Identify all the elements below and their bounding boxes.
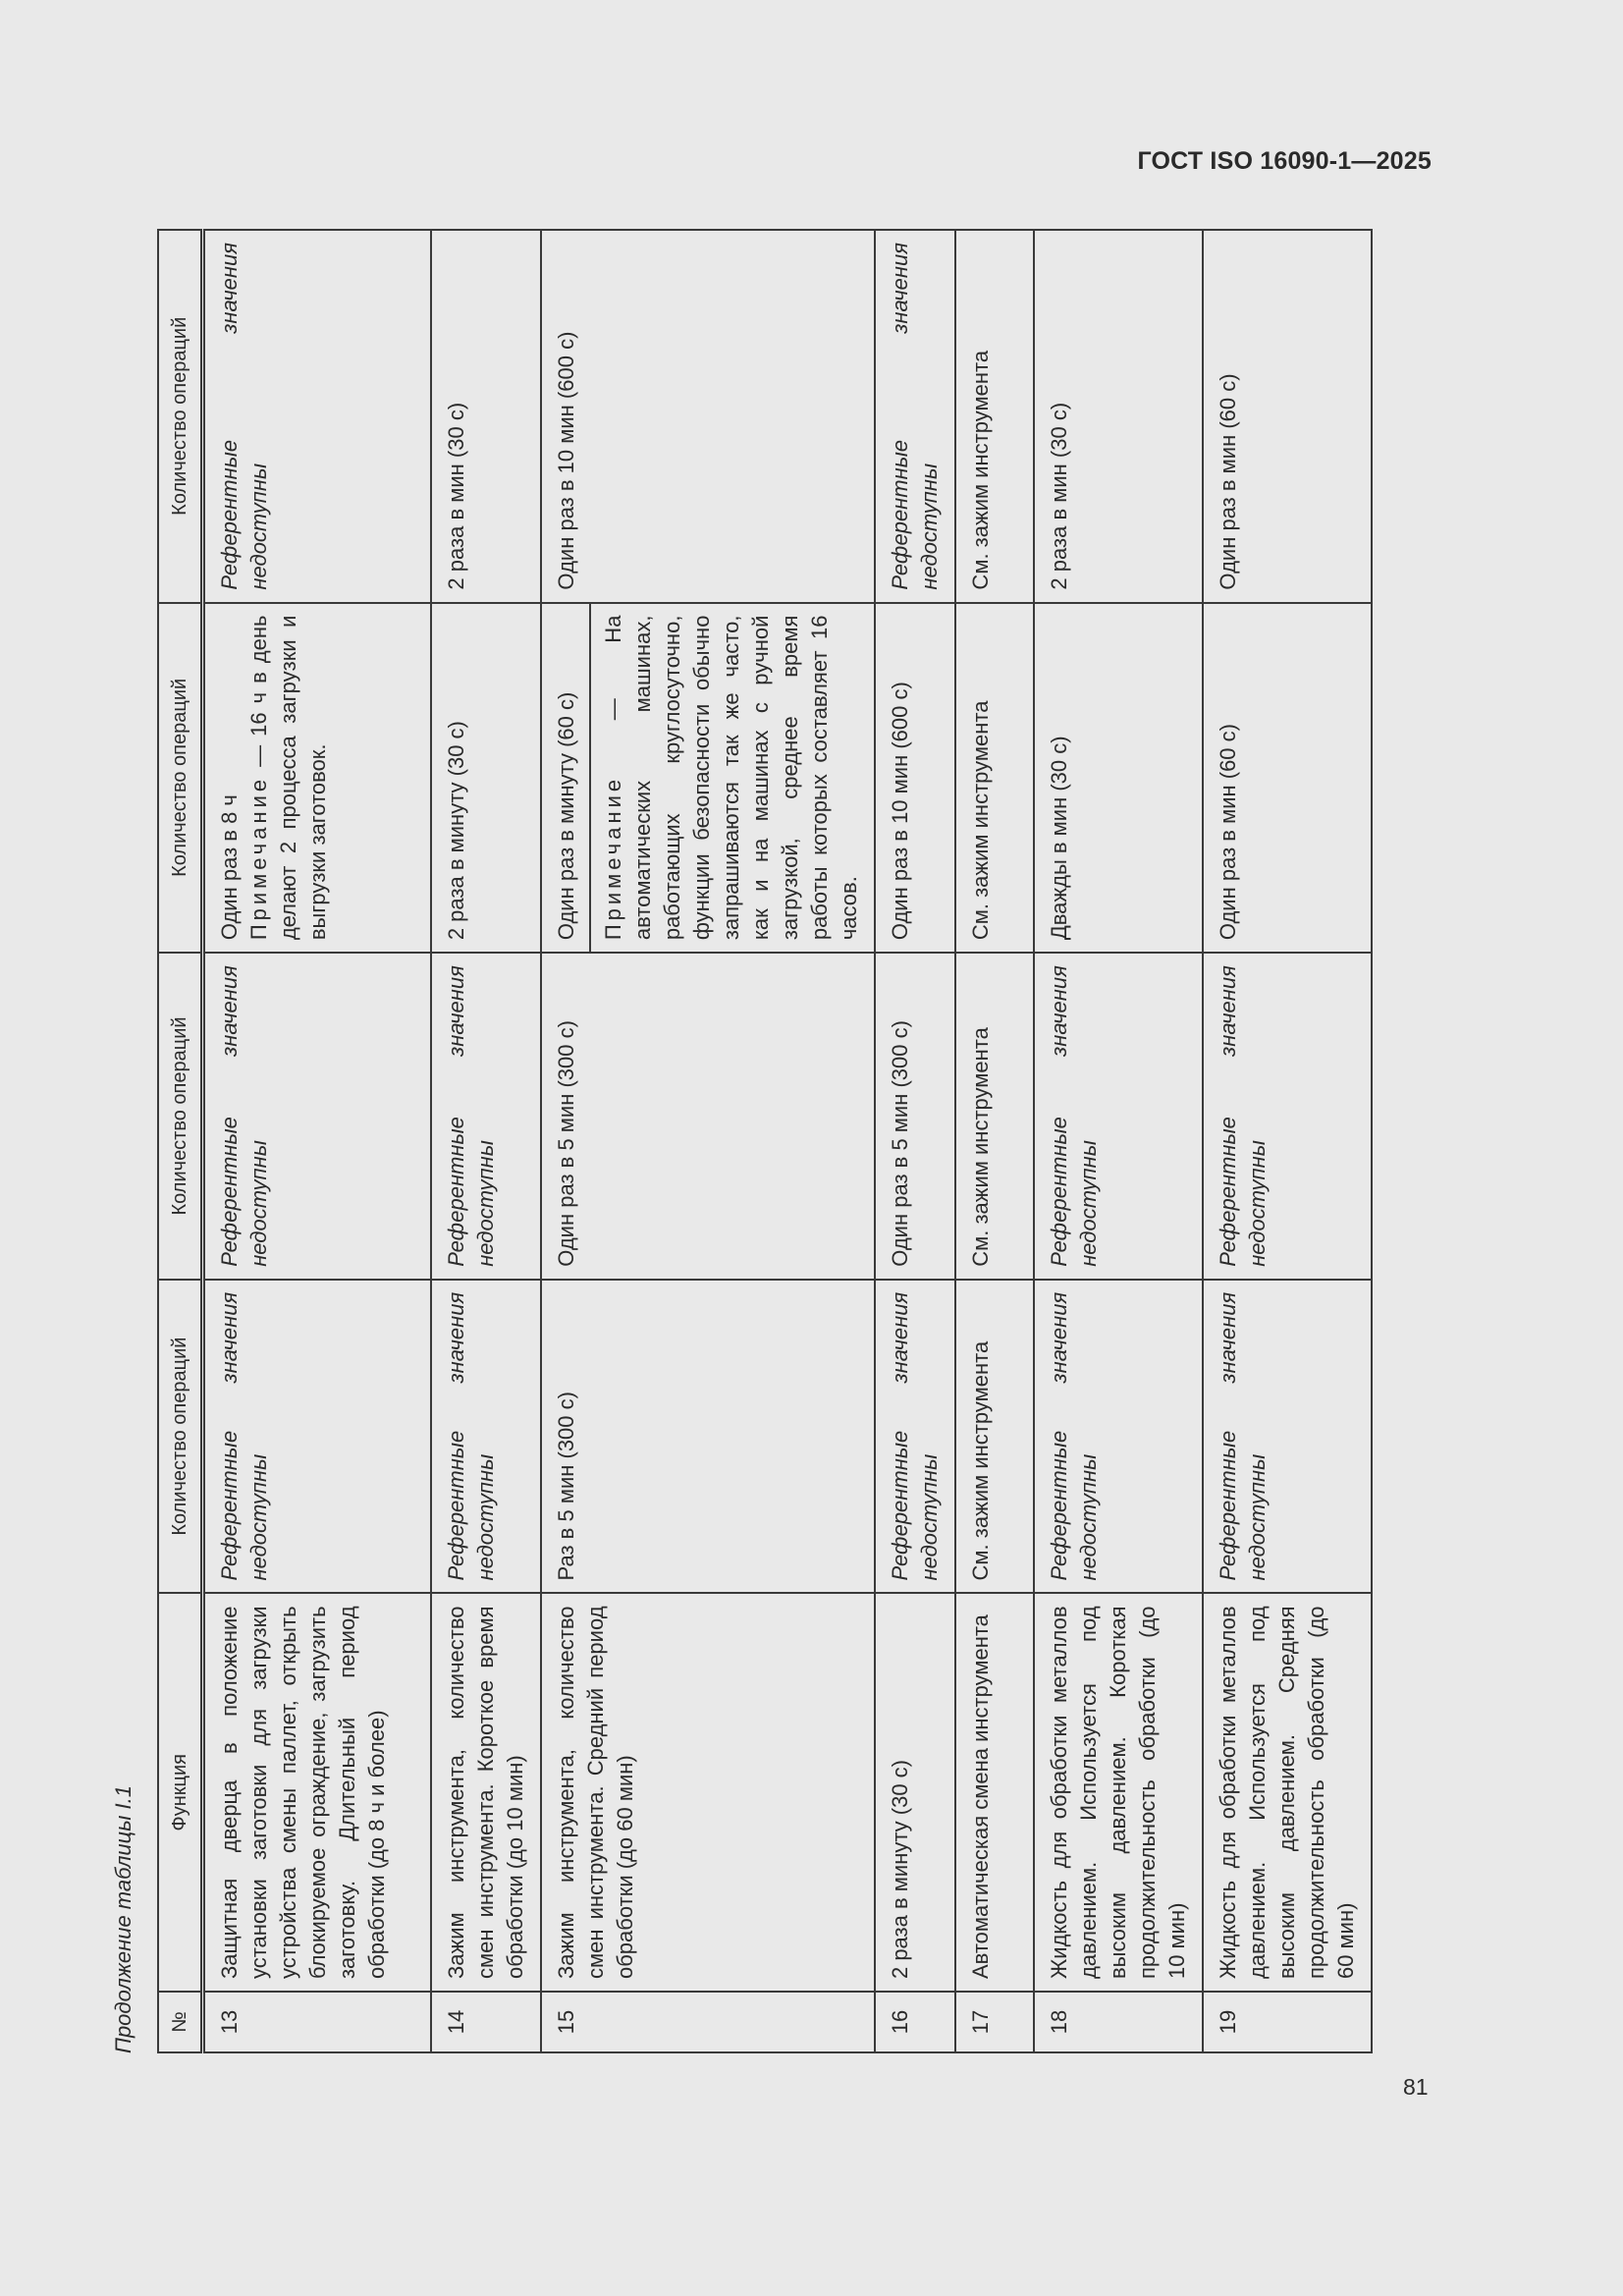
row-number: 15 [541,1992,875,2052]
table-row [875,230,955,2052]
count-cell-4: Референтные значения недоступны [875,230,955,603]
count-cell-3 [203,603,431,954]
count-cell-3 [541,603,875,954]
function-cell: 2 раза в минуту (30 с) [875,1593,955,1992]
note-label: Примечание [600,775,625,941]
count-cell-1: См. зажим инструмента [955,1280,1034,1594]
col-header-function: Функция [158,1593,203,1992]
count-cell-4: Один раз в 10 мин (600 с) [541,230,875,603]
function-cell: Защитная дверца в положение установки заготовки для загрузки устройства смены паллет, открыть блокируемое ограждение, загрузить заготовку. Длительный период обработки (до 8 ч и более) [203,1593,431,1992]
row-number: 13 [203,1992,431,2052]
count-cell-2: Референтные значения недоступны [1034,953,1203,1280]
count-cell-1: Референтные значения недоступны [203,1280,431,1594]
table-caption: Продолжение таблицы I.1 [111,1785,135,2053]
count-cell-2: См. зажим инструмента [955,953,1034,1280]
table-row [431,230,541,2052]
count-cell-3: Один раз в мин (60 с) [1203,603,1372,954]
function-cell: Автоматическая смена инструмента [955,1593,1034,1992]
note-text: — На автоматических машинах, работающих круглосуточно, функции безопасности обычно запрашиваются так же часто, как и на машинах с ручной загрузкой, среднее время работы которых составляет 16 часов. [600,615,861,941]
function-cell: Жидкость для обработки металлов давлением. Используется под высоким давлением. Короткая продолжительность обработки (до 10 мин) [1034,1593,1203,1992]
count-cell-2: Референтные значения недоступны [431,953,541,1280]
col-header-count-3: Количество операций [158,603,203,954]
row-number: 14 [431,1992,541,2052]
count-cell-4: 2 раза в мин (30 с) [431,230,541,603]
count-value: Один раз в 8 ч [217,794,242,941]
count-cell-2: Один раз в 5 мин (300 с) [875,953,955,1280]
note [244,616,333,941]
standard-code: ГОСТ ISO 16090-1—2025 [1137,147,1432,175]
table-header-row [158,230,203,2052]
count-cell-1: Референтные значения недоступны [431,1280,541,1594]
col-header-count-1: Количество операций [158,1280,203,1594]
count-cell-3: См. зажим инструмента [955,603,1034,954]
note-text: — 16 ч в день делают 2 процесса загрузки и выгрузки заготовок. [246,615,330,941]
count-cell-2: Один раз в 5 мин (300 с) [541,953,875,1280]
count-value: Один раз в минуту (60 с) [553,691,578,941]
count-cell-3: Дважды в мин (30 с) [1034,603,1203,954]
table-row [203,230,431,2052]
count-cell-4: См. зажим инструмента [955,230,1034,603]
row-number: 16 [875,1992,955,2052]
col-header-count-4: Количество операций [158,230,203,603]
data-table [157,229,1373,2053]
row-number: 19 [1203,1992,1372,2052]
page-number: 81 [1403,2074,1429,2100]
count-cell-1: Референтные значения недоступны [1034,1280,1203,1594]
function-cell: Зажим инструмента, количество смен инструмента. Короткое время обработки (до 10 мин) [431,1593,541,1992]
note [589,604,874,953]
col-header-count-2: Количество операций [158,953,203,1280]
count-cell-4: Один раз в мин (60 с) [1203,230,1372,603]
function-cell: Зажим инструмента, количество смен инструмента. Средний период обработки (до 60 мин) [541,1593,875,1992]
count-cell-1: Референтные значения недоступны [1203,1280,1372,1594]
row-number: 17 [955,1992,1034,2052]
table-row [955,230,1034,2052]
count-cell-2: Референтные значения недоступны [203,953,431,1280]
count-cell-1: Раз в 5 мин (300 с) [541,1280,875,1594]
count-cell-3: 2 раза в минуту (30 с) [431,603,541,954]
function-cell: Жидкость для обработки металлов давлением. Используется под высоким давлением. Средняя продолжительность обработки (до 60 мин) [1203,1593,1372,1992]
col-header-num: № [158,1992,203,2052]
note-label: Примечание [246,775,271,941]
table-row [1034,230,1203,2052]
count-cell-3: Один раз в 10 мин (600 с) [875,603,955,954]
count-cell-4: Референтные значения недоступны [203,230,431,603]
table-row [1203,230,1372,2052]
row-number: 18 [1034,1992,1203,2052]
rotated-table-block [0,227,1358,2053]
count-cell-1: Референтные значения недоступны [875,1280,955,1594]
count-cell-2: Референтные значения недоступны [1203,953,1372,1280]
count-cell-4: 2 раза в мин (30 с) [1034,230,1203,603]
table-row [541,230,875,2052]
